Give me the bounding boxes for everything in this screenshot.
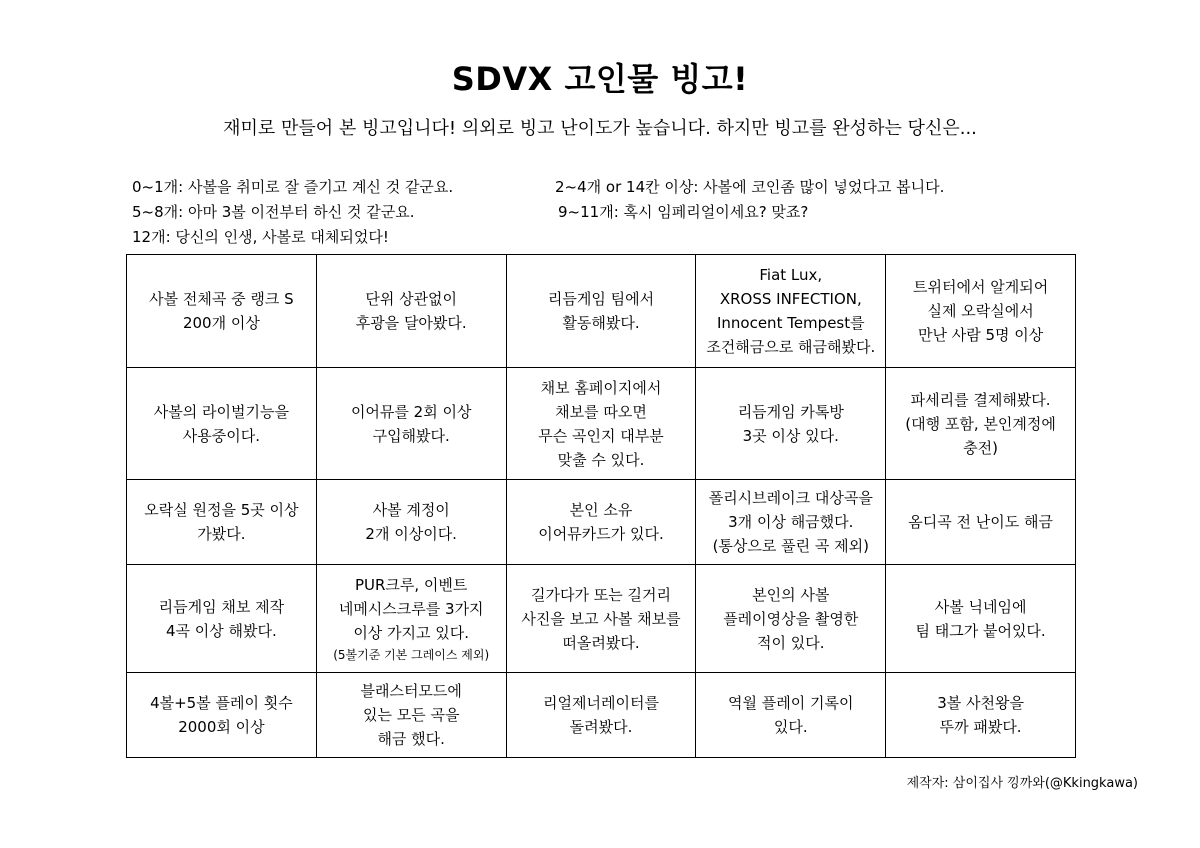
bingo-cell-line: Fiat Lux, [759, 265, 823, 284]
bingo-cell-line: (대행 포함, 본인계정에 [905, 414, 1056, 433]
bingo-cell[interactable] [696, 367, 886, 480]
bingo-cell-line: 사볼 계정이 [372, 501, 450, 520]
bingo-cell-line: 돌려봤다. [569, 718, 633, 737]
bingo-cell-line: 사용중이다. [182, 426, 260, 445]
bingo-cell[interactable] [886, 673, 1076, 758]
bingo-cell-line: 사볼 닉네임에 [934, 597, 1027, 616]
bingo-cell-line: 리얼제너레이터를 [543, 694, 659, 713]
bingo-cell-line: 조건해금으로 해금해봤다. [706, 337, 876, 356]
bingo-cell-line: 트위터에서 알게되어 [913, 277, 1049, 296]
page-title: SDVX 고인물 빙고! [451, 60, 749, 98]
bingo-cell-line: 이어뮤를 2회 이상 [350, 402, 472, 421]
bingo-cell-line: 채보를 따오면 [555, 402, 647, 421]
bingo-cell[interactable] [127, 673, 317, 758]
bingo-cell-line: PUR크루, 이벤트 [354, 575, 468, 594]
bingo-cell-line: 뚜까 패봤다. [939, 718, 1022, 737]
bingo-cell-line: 옴디곡 전 난이도 해금 [908, 513, 1053, 532]
bingo-cell[interactable] [886, 367, 1076, 480]
bingo-cell-line: Innocent Tempest를 [716, 313, 865, 332]
rule-5-8: 5~8개: 아마 3볼 이전부터 하신 것 같군요. [132, 203, 415, 221]
bingo-cell-line: (통상으로 풀린 곡 제외) [712, 537, 869, 556]
credit: 제작자: 삼이집사 낑까와(@Kkingkawa) [906, 776, 1138, 791]
bingo-cell[interactable] [506, 673, 696, 758]
bingo-row [127, 480, 1076, 565]
bingo-cell-line: 폴리시브레이크 대상곡을 [708, 489, 873, 508]
bingo-cell[interactable] [506, 255, 696, 368]
bingo-cell-line: 있다. [773, 718, 808, 737]
bingo-cell[interactable] [506, 565, 696, 673]
bingo-cell-line: 활동해봤다. [562, 313, 640, 332]
bingo-cell[interactable] [316, 480, 506, 565]
bingo-cell-line: 사볼 전체곡 중 랭크 S [149, 289, 294, 308]
bingo-cell-line: 실제 오락실에서 [927, 301, 1034, 320]
bingo-cell-line: 충전) [963, 438, 999, 457]
bingo-cell-line: 네메시스크루를 3가지 [338, 599, 484, 618]
bingo-cell[interactable] [127, 255, 317, 368]
bingo-cell-line: 플레이영상을 촬영한 [723, 609, 859, 628]
bingo-cell-line: 4볼+5볼 플레이 횟수 [150, 694, 293, 713]
bingo-cell[interactable] [127, 367, 317, 480]
rule-0-1: 0~1개: 사볼을 취미로 잘 즐기고 계신 것 같군요. [132, 178, 454, 196]
bingo-cell-line: 3개 이상 해금했다. [728, 513, 854, 532]
bingo-cell-line: 있는 모든 곡을 [362, 706, 460, 725]
bingo-cell[interactable] [696, 565, 886, 673]
bingo-cell-line: 2개 이상이다. [365, 525, 457, 544]
bingo-cell-line: 적이 있다. [757, 633, 825, 652]
bingo-cell-line: 사진을 보고 사볼 채보를 [521, 609, 681, 628]
page-subtitle: 재미로 만들어 본 빙고입니다! 의외로 빙고 난이도가 높습니다. 하지만 빙고를 완성하는 당신은... [223, 118, 977, 139]
bingo-cell-line: 길가다가 또는 길거리 [531, 585, 671, 604]
bingo-row [127, 367, 1076, 480]
bingo-cell[interactable] [886, 565, 1076, 673]
bingo-cell[interactable] [127, 565, 317, 673]
bingo-cell-line: 가봤다. [197, 525, 246, 544]
bingo-cell[interactable] [316, 565, 506, 673]
bingo-cell[interactable] [316, 673, 506, 758]
bingo-cell-line: 단위 상관없이 [365, 289, 458, 308]
bingo-row [127, 255, 1076, 368]
bingo-cell-line: 본인의 사볼 [752, 585, 830, 604]
bingo-cell[interactable] [886, 480, 1076, 565]
bingo-cell-line: 3곳 이상 있다. [742, 426, 839, 445]
bingo-cell-line: 4곡 이상 해봤다. [166, 621, 277, 640]
bingo-cell[interactable] [316, 255, 506, 368]
bingo-row [127, 673, 1076, 758]
bingo-cell-line: 채보 홈페이지에서 [540, 378, 662, 397]
bingo-cell-line: 해금 했다. [377, 730, 445, 749]
bingo-cell-line: 팀 태그가 붙어있다. [915, 621, 1046, 640]
bingo-cell[interactable] [696, 673, 886, 758]
bingo-row [127, 565, 1076, 673]
bingo-cell-line: 3볼 사천왕을 [937, 694, 1024, 713]
bingo-cell-line: 무슨 곡인지 대부분 [538, 426, 664, 445]
bingo-cell-line: 파세리를 결제해봤다. [910, 390, 1051, 409]
bingo-cell[interactable] [886, 255, 1076, 368]
rule-2-4: 2~4개 or 14칸 이상: 사볼에 코인좀 많이 넣었다고 봅니다. [555, 178, 945, 196]
bingo-cell-line: 2000회 이상 [178, 718, 265, 737]
bingo-cell-line: XROSS INFECTION, [719, 289, 862, 308]
bingo-cell-line: 리듬게임 채보 제작 [158, 597, 285, 616]
bingo-cell[interactable] [696, 255, 886, 368]
bingo-cell-line: 200개 이상 [182, 313, 260, 332]
bingo-cell-line: 후광을 달아봤다. [355, 313, 467, 332]
bingo-cell-line: 맞출 수 있다. [557, 450, 645, 469]
bingo-cell[interactable] [127, 480, 317, 565]
bingo-cell[interactable] [506, 367, 696, 480]
bingo-cell-line: 역월 플레이 기록이 [728, 694, 854, 713]
bingo-cell[interactable] [506, 480, 696, 565]
bingo-cell-line: 구입해봤다. [372, 426, 450, 445]
bingo-cell[interactable] [316, 367, 506, 480]
bingo-cell-line: 이상 가지고 있다. [353, 623, 470, 642]
rule-12: 12개: 당신의 인생, 사볼로 대체되었다! [132, 228, 389, 246]
bingo-cell-line: 떠올려봤다. [562, 633, 640, 652]
bingo-cell-line: 리듬게임 팀에서 [547, 289, 655, 308]
bingo-cell-line: 리듬게임 카톡방 [737, 402, 844, 421]
bingo-cell-line: 오락실 원정을 5곳 이상 [144, 501, 299, 520]
bingo-cell-line: (5볼기준 기본 그레이스 제외) [333, 647, 490, 662]
bingo-grid [126, 254, 1076, 758]
bingo-cell[interactable] [696, 480, 886, 565]
bingo-cell-line: 이어뮤카드가 있다. [538, 525, 664, 544]
bingo-cell-line: 본인 소유 [569, 501, 633, 520]
bingo-cell-line: 만난 사람 5명 이상 [917, 325, 1044, 344]
bingo-cell-line: 블래스터모드에 [360, 682, 462, 701]
rule-9-11: 9~11개: 혹시 임페리얼이세요? 맞죠? [558, 203, 809, 221]
bingo-cell-line: 사볼의 라이벌기능을 [153, 402, 289, 421]
